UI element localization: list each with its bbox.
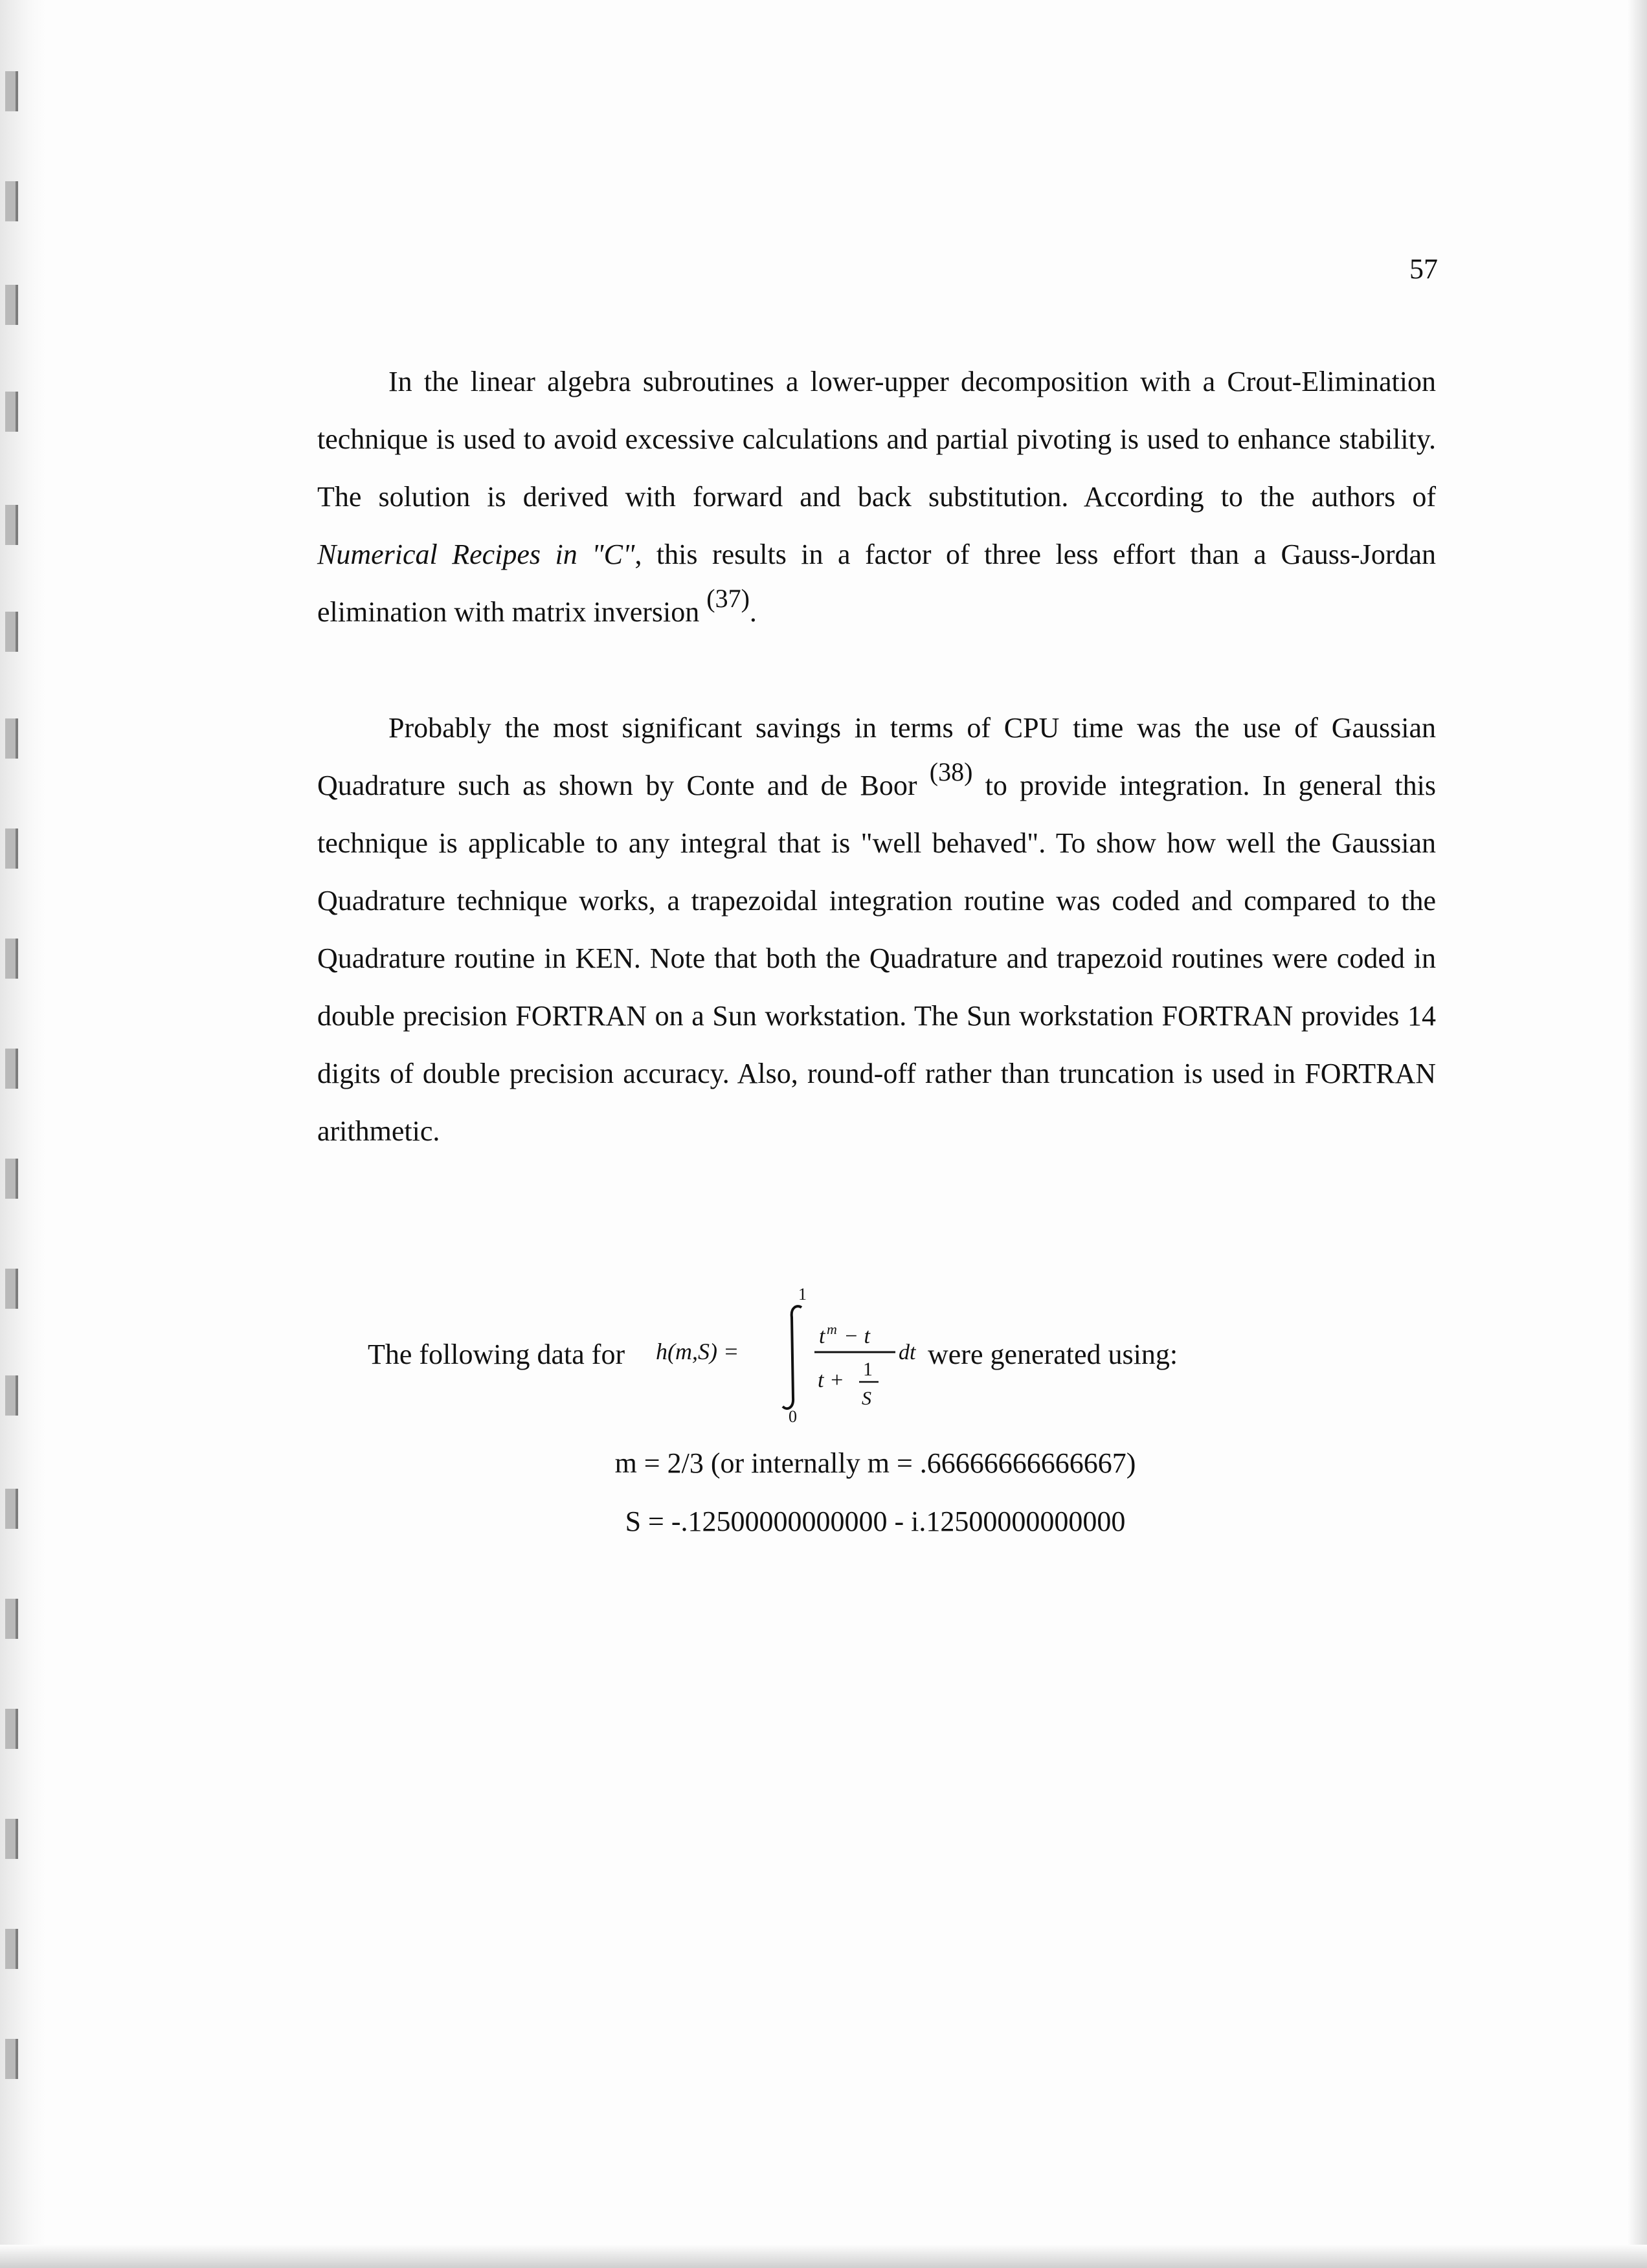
binding-hole [5, 1049, 18, 1089]
binding-hole [5, 939, 18, 979]
binding-hole [5, 718, 18, 759]
binding-hole [5, 1709, 18, 1749]
paragraph-period: . [749, 596, 757, 628]
reference-superscript: (37) [706, 584, 750, 613]
book-title: Numerical Recipes in "C" [317, 539, 635, 570]
integral-upper-limit: 1 [798, 1285, 807, 1304]
binding-hole [5, 1489, 18, 1529]
page-bottom-edge [0, 2245, 1647, 2268]
binding-hole [5, 1929, 18, 1969]
binding-hole [5, 612, 18, 652]
paragraph-text: , this results in a factor of three less effort than a Gauss-Jordan elimination with matrix inversion [317, 539, 1437, 628]
formula-trail-text: were generated using: [928, 1339, 1178, 1370]
paragraph-linear-algebra [317, 353, 1436, 641]
binding-hole [5, 2039, 18, 2079]
binding-hole [5, 505, 18, 545]
formula-line [368, 1278, 1468, 1427]
paragraph-gaussian-quadrature [317, 699, 1436, 1160]
numerator-exponent: m [827, 1321, 837, 1337]
inner-fraction-denominator: S [862, 1388, 871, 1409]
binding-hole [5, 1599, 18, 1639]
binding-hole [5, 1269, 18, 1309]
binding-hole [5, 181, 18, 221]
binding-hole [5, 392, 18, 432]
binding-hole [5, 1375, 18, 1416]
paragraph-text: Probably the most significant savings in terms of CPU time was the use of Gaussian Quadrature such as shown by Conte and de Boor [317, 712, 1436, 801]
binding-hole [5, 71, 18, 111]
formula-differential: dt [899, 1340, 916, 1364]
numerator-base: t [819, 1324, 825, 1348]
binding-hole [5, 828, 18, 869]
s-value-line: S = -.12500000000000 - i.12500000000000 [625, 1506, 1126, 1537]
denominator-text: t + [818, 1368, 844, 1392]
numerator-rest: − t [844, 1324, 870, 1348]
binding-hole [5, 1819, 18, 1859]
page-number: 57 [1409, 253, 1438, 285]
formula-lhs: h(m,S) = [656, 1339, 739, 1364]
page-right-edge [1628, 0, 1647, 2268]
integral-lower-limit: 0 [789, 1407, 797, 1426]
formula-lead-text: The following data for [368, 1339, 625, 1370]
paragraph-text: In the linear algebra subroutines a lower-upper decomposition with a Crout-Elimination technique is used to avoid excessive calculations and partial pivoting is used to enhance stability. The solution is derived with forward and back substitution. According to the authors of [317, 366, 1436, 513]
integral-sign-icon [783, 1306, 801, 1408]
reference-superscript: (38) [929, 757, 973, 786]
inner-fraction-numerator: 1 [863, 1359, 873, 1380]
m-value-line: m = 2/3 (or internally m = .66666666666667) [614, 1447, 1136, 1479]
binding-edge [0, 0, 45, 2268]
binding-hole [5, 285, 18, 325]
paragraph-text: to provide integration. In general this technique is applicable to any integral that is "well behaved". To show how well the Gaussian Quadrature technique works, a trapezoidal integration routine was coded and compared to the Quadrature routine in KEN. Note that both the Quadrature and trapezoid routines were coded in double precision FORTRAN on a Sun workstation. The Sun workstation FORTRAN provides 14 digits of double precision accuracy. Also, round-off rather than truncation is used in FORTRAN arithmetic. [317, 770, 1436, 1147]
binding-hole [5, 1159, 18, 1199]
